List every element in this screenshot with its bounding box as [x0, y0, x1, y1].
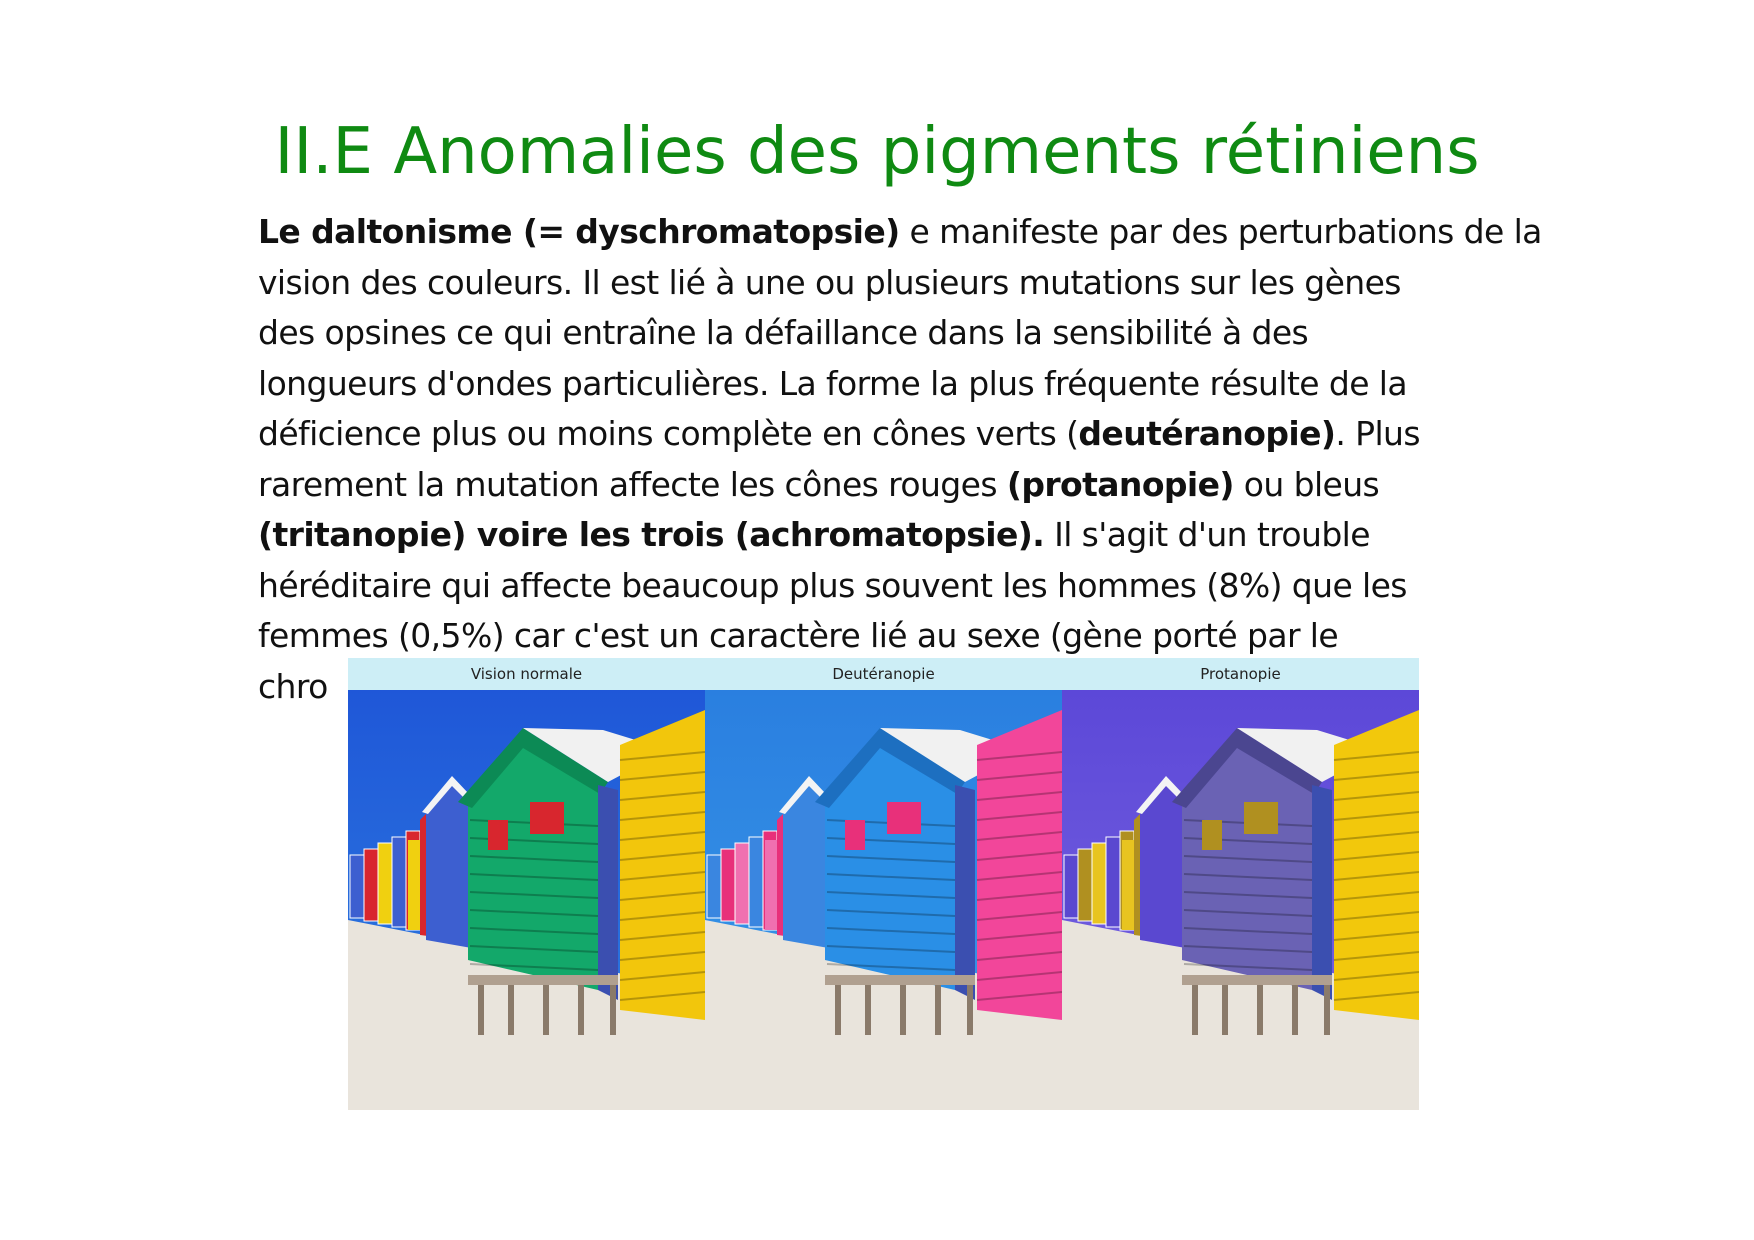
- hut-main-side: [1312, 785, 1332, 1000]
- text-run: e manifeste par des perturbations de la: [899, 212, 1542, 251]
- paragraph-line-8: héréditaire qui affecte beaucoup plus souvent les hommes (8%) que les: [258, 565, 1407, 605]
- distant-hut: [1092, 843, 1106, 924]
- stilt: [1292, 980, 1298, 1035]
- stilt: [578, 980, 584, 1035]
- distant-hut: [1078, 849, 1092, 921]
- paragraph-line-2: vision des couleurs. Il est lié à une ou plusieurs mutations sur les gènes: [258, 262, 1401, 302]
- stilt: [900, 980, 906, 1035]
- distant-hut: [1064, 855, 1078, 918]
- distant-hut: [735, 843, 749, 924]
- distant-hut: [707, 855, 721, 918]
- paragraph-line-10: chro: [258, 666, 328, 706]
- hut-main-side: [955, 785, 975, 1000]
- beach-huts-photo: [705, 690, 1062, 1110]
- distant-hut: [364, 849, 378, 921]
- hut-base: [825, 975, 975, 985]
- paragraph-line-5: [258, 409, 1577, 460]
- stilt: [1222, 980, 1228, 1035]
- stilt: [1192, 980, 1198, 1035]
- term-deuteranopie: deutéranopie): [1078, 414, 1336, 453]
- distant-hut: [721, 849, 735, 921]
- distant-hut: [392, 837, 406, 927]
- text-run: Il s'agit d'un trouble: [1044, 515, 1370, 554]
- stilt: [935, 980, 941, 1035]
- stilt: [543, 980, 549, 1035]
- vent: [530, 802, 564, 834]
- text-run: ou bleus: [1233, 464, 1380, 504]
- distant-hut: [350, 855, 364, 918]
- paragraph-line-4: longueurs d'ondes particulières. La forme la plus fréquente résulte de la: [258, 363, 1408, 403]
- vent: [845, 820, 865, 850]
- vent: [1202, 820, 1222, 850]
- term-daltonisme: Le daltonisme (= dyschromatopsie): [258, 212, 900, 251]
- text-run: rarement la mutation affecte les cônes rouges: [258, 464, 1007, 504]
- stilt: [835, 980, 841, 1035]
- beach-huts-photo: [1062, 690, 1419, 1110]
- paragraph-line-6: [258, 460, 1577, 511]
- paragraph-line-3: des opsines ce qui entraîne la défaillance dans la sensibilité à des: [258, 313, 1309, 352]
- stilt: [865, 980, 871, 1035]
- stilt: [508, 980, 514, 1035]
- text-run: déficience plus ou moins complète en cônes verts (: [258, 414, 1079, 453]
- distant-hut: [378, 843, 392, 924]
- vent: [1244, 802, 1278, 834]
- paragraph-line-9: femmes (0,5%) car c'est un caractère lié au sexe (gène porté par le: [258, 616, 1339, 655]
- vent: [887, 802, 921, 834]
- term-tritanopie: (tritanopie) voire les trois (achromatopsie).: [258, 515, 1045, 554]
- panel-protanopie: [1062, 658, 1419, 1110]
- beach-huts-photo: [348, 690, 705, 1110]
- slide-title: II.E Anomalies des pigments rétiniens: [274, 115, 1480, 189]
- paragraph-line-1: [258, 207, 1577, 258]
- hut-main-side: [598, 785, 618, 1000]
- color-vision-comparison-figure: [348, 658, 1420, 1110]
- hut-base: [468, 975, 618, 985]
- panel-vision-normale: [348, 658, 705, 1110]
- stilt: [1324, 980, 1330, 1035]
- vent: [488, 820, 508, 850]
- stilt: [1257, 980, 1263, 1035]
- stilt: [478, 980, 484, 1035]
- panel-deuteranopie: [705, 658, 1062, 1110]
- stilt: [610, 980, 616, 1035]
- panel-caption: Deutéranopie: [705, 658, 1062, 691]
- stilt: [967, 980, 973, 1035]
- text-run: . Plus: [1335, 414, 1420, 453]
- term-protanopie: (protanopie): [1006, 464, 1234, 504]
- paragraph: [258, 207, 1577, 712]
- distant-hut: [749, 837, 763, 927]
- panel-caption: Protanopie: [1062, 658, 1419, 691]
- hut-base: [1182, 975, 1332, 985]
- paragraph-line-7: [258, 510, 1577, 561]
- panel-caption: Vision normale: [348, 658, 705, 691]
- distant-hut: [1106, 837, 1120, 927]
